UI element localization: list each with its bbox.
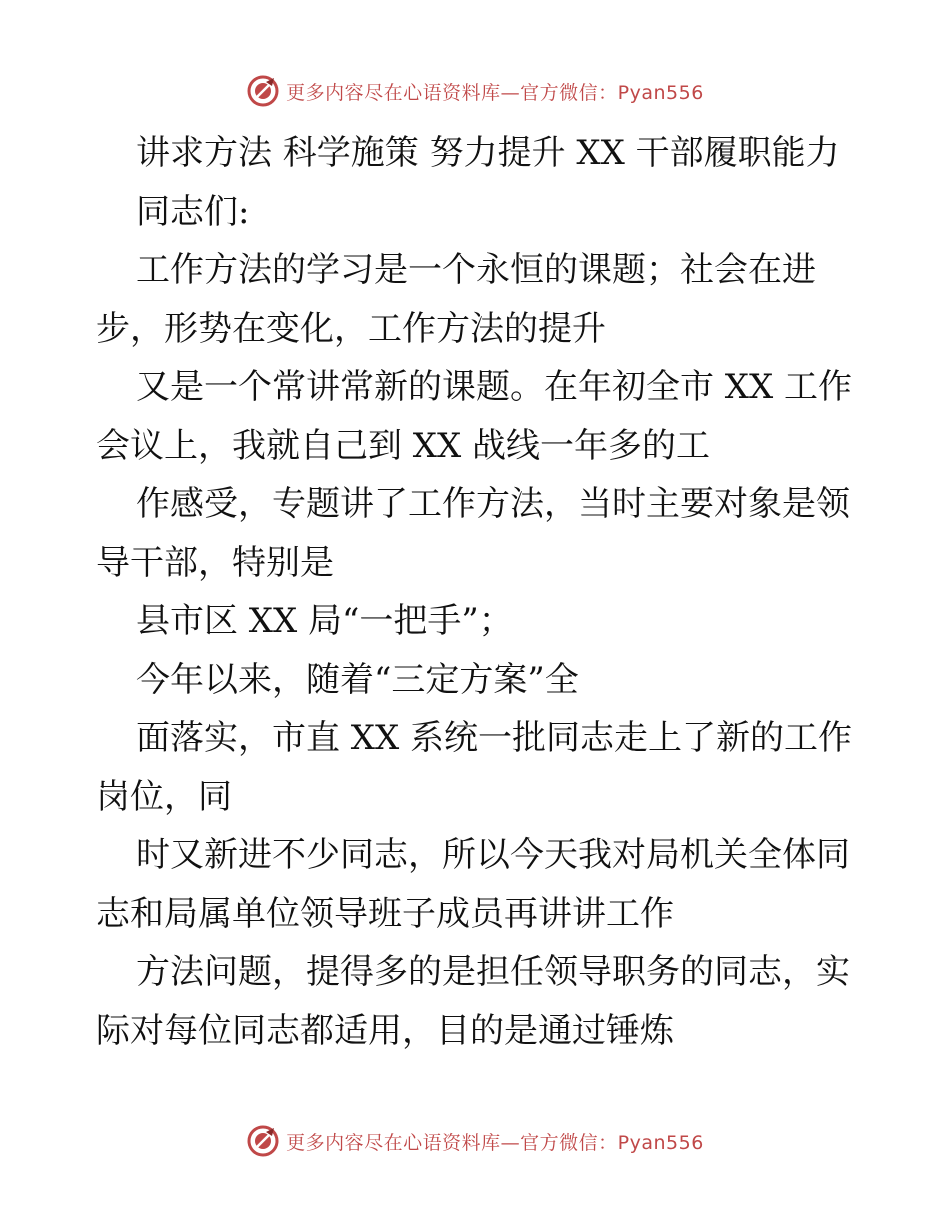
seal-logo-icon: [246, 74, 280, 108]
text-line: 际对每位同志都适用，目的是通过锤炼: [96, 1010, 674, 1051]
watermark-sub: 官方微信：Pyan556: [520, 1131, 704, 1154]
text-line: 县市区 XX 局“一把手”；: [136, 601, 513, 641]
watermark-main: 更多内容尽在心语资料库: [286, 1131, 501, 1154]
text-line: 导干部，特别是: [96, 542, 334, 583]
salutation: 同志们:: [136, 191, 250, 232]
text-line: 步，形势在变化，工作方法的提升: [96, 308, 606, 349]
text-line: 作感受，专题讲了工作方法，当时主要对象是领: [136, 484, 850, 524]
text-line: 时又新进不少同志，所以今天我对局机关全体同: [136, 835, 850, 875]
text-line: 面落实，市直 XX 系统一批同志走上了新的工作: [136, 718, 853, 758]
watermark-text: [286, 1128, 704, 1155]
document-body: [96, 124, 856, 1060]
footer-watermark: [0, 1124, 950, 1158]
document-title: 讲求方法 科学施策 努力提升 XX 干部履职能力: [136, 133, 840, 173]
seal-logo-icon: [246, 1124, 280, 1158]
header-watermark: [0, 74, 950, 108]
watermark-sub: 官方微信：Pyan556: [520, 81, 704, 104]
text-line: 会议上，我就自己到 XX 战线一年多的工: [96, 425, 711, 466]
text-line: 志和局属单位领导班子成员再讲讲工作: [96, 893, 674, 934]
watermark-dash: —: [500, 81, 521, 104]
text-line: 岗位，同: [96, 776, 232, 817]
watermark-dash: —: [500, 1131, 521, 1154]
text-line: 又是一个常讲常新的课题。在年初全市 XX 工作: [136, 367, 853, 407]
watermark-text: [286, 78, 704, 105]
text-line: 今年以来，随着“三定方案”全: [136, 659, 579, 700]
text-line: 方法问题，提得多的是担任领导职务的同志，实: [136, 952, 850, 992]
watermark-main: 更多内容尽在心语资料库: [286, 81, 501, 104]
text-line: 工作方法的学习是一个永恒的课题；社会在进: [136, 250, 816, 290]
